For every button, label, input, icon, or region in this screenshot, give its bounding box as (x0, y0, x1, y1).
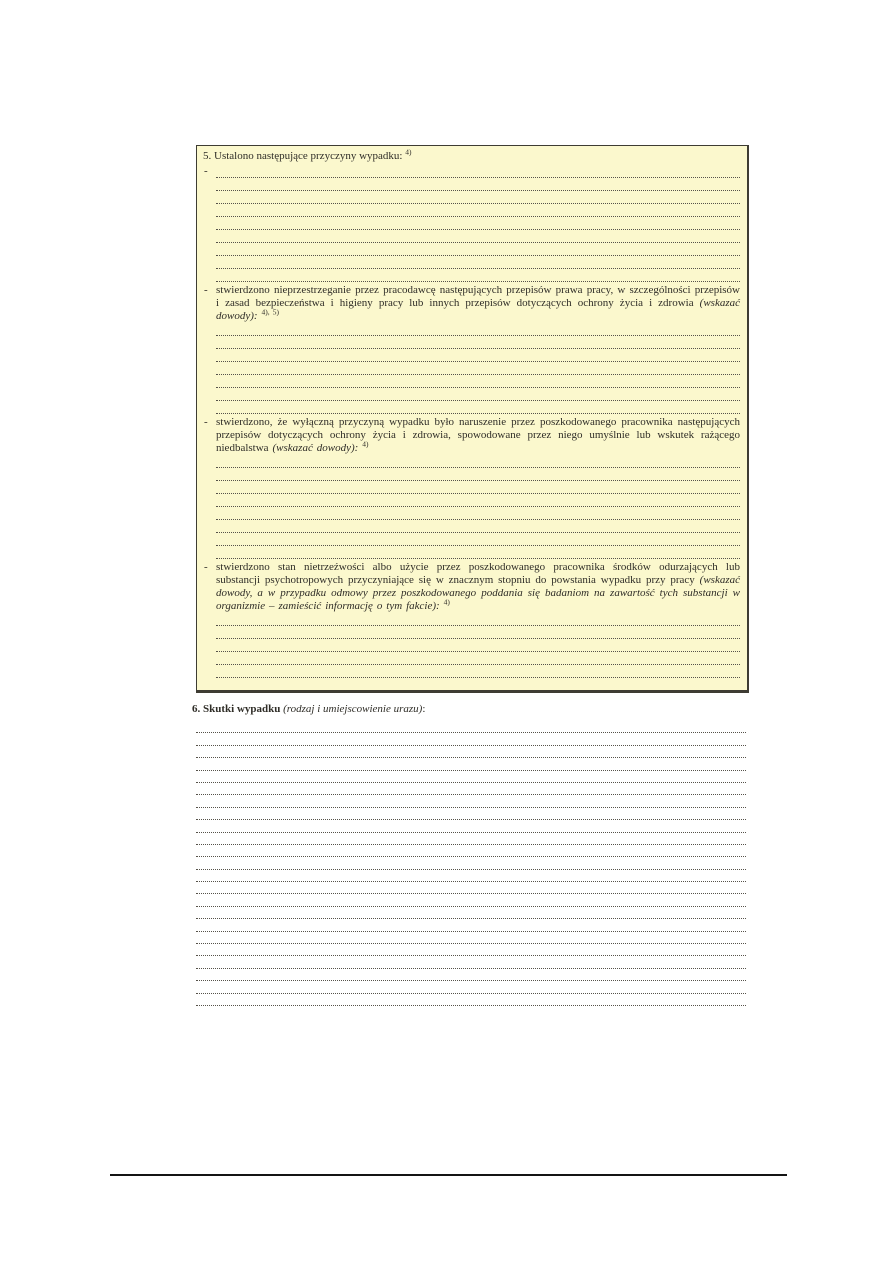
cause-item-4 (203, 561, 740, 691)
section-5-box (196, 145, 749, 693)
footnote-ref: 4), 5) (261, 307, 279, 317)
dotted-writein-line (196, 771, 746, 783)
dotted-writein-line (216, 401, 740, 414)
section-5-title: Ustalono następujące przyczyny wypadku: (214, 150, 403, 162)
dotted-writein-line (216, 375, 740, 388)
dotted-writein-line (216, 230, 740, 243)
dotted-writein-line (216, 191, 740, 204)
dotted-writein-line (216, 165, 740, 178)
dotted-writein-line (216, 520, 740, 533)
dotted-writein-line (216, 507, 740, 520)
dotted-writein-line (216, 204, 740, 217)
section-6 (192, 702, 748, 1006)
dotted-writein-line (196, 919, 746, 931)
footnote-ref: 4) (362, 439, 369, 449)
footnote-ref: 4) (443, 597, 450, 607)
dash-bullet: - (204, 165, 208, 177)
dotted-writein-line (196, 833, 746, 845)
dotted-writein-line (216, 269, 740, 282)
dotted-writein-line (196, 857, 746, 869)
dotted-writein-line (196, 932, 746, 944)
dotted-writein-line (196, 733, 746, 745)
dotted-writein-line (196, 783, 746, 795)
dotted-writein-line (196, 795, 746, 807)
section-5-number: 5. (203, 150, 212, 162)
dotted-writein-line (216, 323, 740, 336)
section-5-heading (203, 147, 740, 163)
dotted-writein-line (216, 626, 740, 639)
cause-item-text (216, 416, 740, 455)
cause-item-2 (203, 284, 740, 414)
dotted-writein-line (196, 956, 746, 968)
writein-lines (216, 613, 740, 691)
section-6-title-italic: (rodzaj i umiejscowienie urazu) (283, 703, 423, 715)
dotted-writein-line (216, 349, 740, 362)
dotted-writein-line (216, 217, 740, 230)
dash-bullet: - (204, 561, 208, 573)
dash-bullet: - (204, 284, 208, 296)
dotted-writein-line (216, 678, 740, 691)
dotted-writein-line (196, 845, 746, 857)
dotted-writein-line (196, 882, 746, 894)
cause-text-italic: (wskazać dowody, a w przypadku odmowy przez poszkodowanego poddania się badaniom na zawartość tych substancji w organizmie – zamieścić informację o tym fakcie): (216, 574, 740, 612)
dotted-writein-line (216, 468, 740, 481)
dotted-writein-line (196, 944, 746, 956)
footer-separator-rule (110, 1174, 787, 1176)
dotted-writein-line (196, 820, 746, 832)
dotted-writein-line (216, 494, 740, 507)
dotted-writein-line (216, 481, 740, 494)
cause-item-3 (203, 416, 740, 559)
dotted-writein-line (196, 746, 746, 758)
cause-text-italic: (wskazać dowody): (216, 297, 740, 322)
dotted-writein-line (216, 665, 740, 678)
section-6-heading (192, 702, 748, 716)
dotted-writein-line (196, 981, 746, 993)
cause-item-1 (203, 165, 740, 282)
writein-lines (216, 165, 740, 282)
dotted-writein-line (216, 243, 740, 256)
footnote-ref: 4) (405, 147, 412, 157)
cause-text-italic: (wskazać dowody): (272, 442, 359, 454)
dotted-writein-line (196, 894, 746, 906)
cause-text: stwierdzono stan nietrzeźwości albo użycie przez poszkodowanego pracownika środków odurzających lub substancji psychotropowych przyczyniające się w znacznym stopniu do powstania wypadku przy pracy (216, 561, 740, 586)
dotted-writein-line (216, 256, 740, 269)
dotted-writein-line (196, 994, 746, 1006)
dotted-writein-line (216, 533, 740, 546)
dotted-writein-line (196, 808, 746, 820)
cause-text: stwierdzono, że wyłączną przyczyną wypadku było naruszenie przez poszkodowanego pracownika następujących przepisów dotyczących ochrony życia i zdrowia, spowodowane przez niego umyślnie lub wskutek rażącego niedbalstwa (216, 416, 740, 454)
writein-lines (196, 721, 746, 1006)
dotted-writein-line (196, 969, 746, 981)
section-6-title: Skutki wypadku (203, 703, 281, 715)
dotted-writein-line (196, 758, 746, 770)
dotted-writein-line (216, 455, 740, 468)
dash-bullet: - (204, 416, 208, 428)
cause-item-text (216, 284, 740, 323)
dotted-writein-line (216, 639, 740, 652)
cause-item-text (216, 561, 740, 613)
dotted-writein-line (216, 178, 740, 191)
dotted-writein-line (216, 652, 740, 665)
dotted-writein-line (216, 336, 740, 349)
dotted-writein-line (216, 613, 740, 626)
section-6-number: 6. (192, 703, 201, 715)
dotted-writein-line (216, 546, 740, 559)
dotted-writein-line (196, 870, 746, 882)
cause-text: stwierdzono nieprzestrzeganie przez pracodawcę następujących przepisów prawa pracy, w szczególności przepisów i zasad bezpieczeństwa i higieny pracy lub innych przepisów dotyczących ochrony życia i zdrowia (216, 284, 740, 309)
dotted-writein-line (196, 721, 746, 733)
dotted-writein-line (216, 362, 740, 375)
writein-lines (216, 323, 740, 414)
section-6-colon: : (422, 703, 426, 715)
writein-lines (216, 455, 740, 559)
dotted-writein-line (216, 388, 740, 401)
dotted-writein-line (196, 907, 746, 919)
